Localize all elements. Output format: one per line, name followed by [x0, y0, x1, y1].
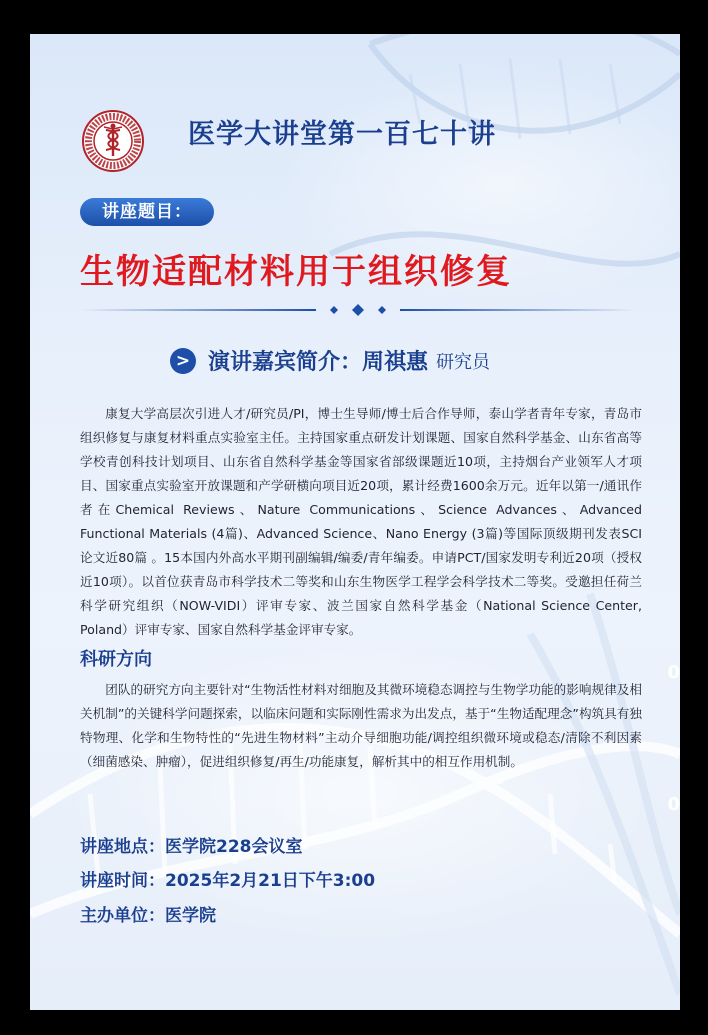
lecture-location: 讲座地点：医学院228会议室	[80, 837, 303, 857]
speaker-rank: 研究员	[436, 351, 491, 373]
topic-title: 生物适配材料用于组织修复	[80, 252, 512, 292]
speaker-heading: 演讲嘉宾简介：周祺惠	[208, 350, 429, 375]
research-heading: 科研方向	[80, 649, 152, 670]
edge-mark: 0	[667, 662, 680, 683]
speaker-bio: 康复大学高层次引进人才/研究员/PI，博士生导师/博士后合作导师，泰山学者青年专家，青岛市组织修复与康复材料重点实验室主任。主持国家重点研发计划课题、国家自然科学基金、山东省高等学校青创科技计划项目、山东省自然科学基金等国家省部级课题近10项，主持烟台产业领军人才项目、国家重点实验室开放课题和产学研横向项目近20项，累计经费1600余万元。近年以第一/通讯作者在Chemical Reviews、Nature Communications、Science Advances、Advanced Functional Materials (4篇)、Advanced Science、Nano Energy (3篇)等国际顶级期刊发表SCI论文近80篇 。15本国内外高水平期刊副编辑/编委/青年编委。申请PCT/国家发明专利近20项（授权近10项）。以首位获青岛市科学技术二等奖和山东生物医学工程学会科学技术二等奖。受邀担任荷兰科学研究组织（NOW-VIDI）评审专家、波兰国家自然科学基金（National Science Center, Poland）评审专家、国家自然科学基金评审专家。	[80, 406, 642, 637]
arrow-right-icon: >	[170, 348, 196, 374]
lecture-poster	[30, 34, 680, 1010]
lecture-series-title: 医学大讲堂第一百七十讲	[188, 119, 496, 150]
lecture-organizer: 主办单位：医学院	[80, 906, 216, 926]
decorative-divider	[80, 302, 636, 318]
edge-mark: 0	[667, 794, 680, 815]
lecture-time: 讲座时间：2025年2月21日下午3:00	[80, 871, 376, 891]
university-seal-logo	[82, 110, 144, 172]
speaker-heading-row	[170, 345, 490, 379]
research-text: 团队的研究方向主要针对“生物活性材料对细胞及其微环境稳态调控与生物学功能的影响规律及相关机制”的关键科学问题探索，以临床问题和实际刚性需求为出发点，基于“生物适配理念”构筑具有独特物理、化学和生物特性的“先进生物材料”主动介导细胞功能/调控组织微环境或稳态/清除不利因素（细菌感染、肿瘤），促进组织修复/再生/功能康复，解析其中的相互作用机制。	[80, 682, 642, 769]
topic-label-badge: 讲座题目：	[80, 198, 214, 226]
